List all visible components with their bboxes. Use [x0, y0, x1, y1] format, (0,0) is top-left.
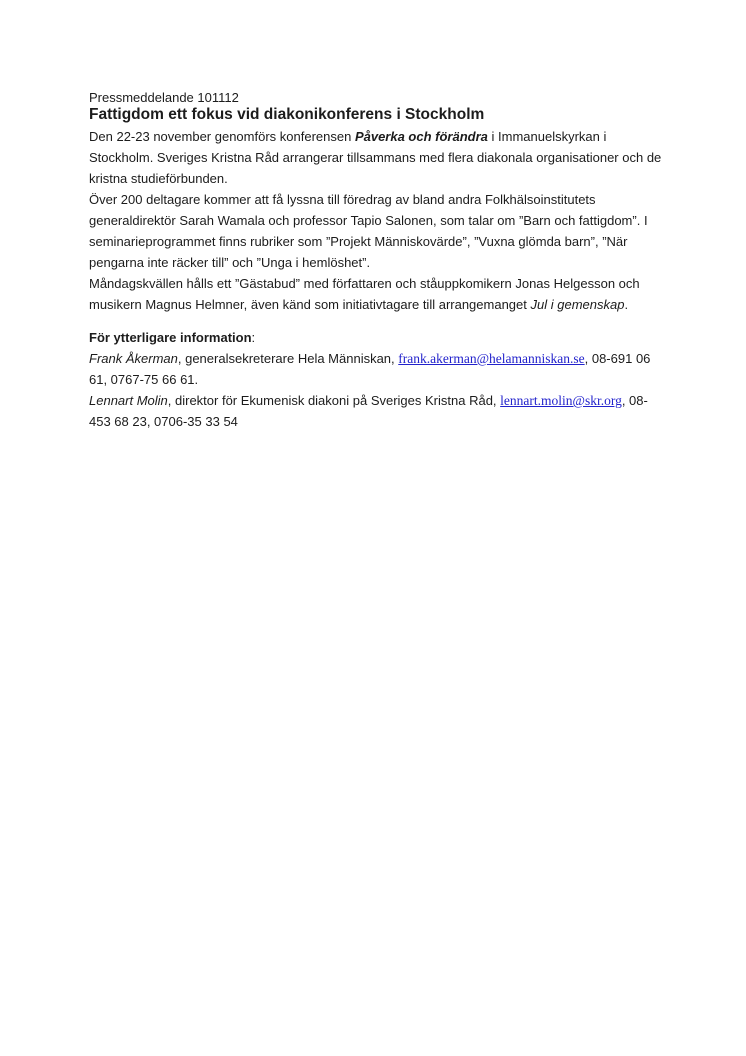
contact-name: Frank Åkerman [89, 351, 178, 366]
contact-heading-label: För ytterligare information [89, 330, 252, 345]
paragraph-speakers: Över 200 deltagare kommer att få lyssna till föredrag av bland andra Folkhälsoinstitutets generaldirektör Sarah Wamala och professor Tapio Salonen, som talar om ”Barn och fattigdom”. I seminarieprogrammet finns rubriker som ”Projekt Människovärde”, ”Vuxna glömda barn”, ”När pengarna inte räcker till” och ”Unga i hemlöshet”. [89, 192, 648, 270]
contact-heading [89, 327, 665, 348]
contact-person-lennart [89, 390, 665, 432]
press-release-meta-line: Pressmeddelande 101112 [89, 90, 239, 105]
intro-text-pre: Den 22-23 november genomförs konferensen [89, 129, 355, 144]
paragraph-intro [89, 126, 665, 189]
evening-text-pre: Måndagskvällen hålls ett ”Gästabud” med författaren och ståuppkomikern Jonas Helgesson och musikern Magnus Helmner, även känd som initiativtagare till arrangemanget [89, 276, 640, 312]
contact-heading-colon: : [251, 330, 256, 345]
document-content [89, 87, 665, 432]
contact-phone: , 08-453 68 23, 0706-35 33 54 [89, 393, 648, 429]
contact-phone: , 08-691 06 61, 0767-75 66 61. [89, 351, 651, 387]
intro-text-post: i Immanuelskyrkan i Stockholm. Sveriges Kristna Råd arrangerar tillsammans med flera diakonala organisationer och de kristna studieförbunden. [89, 129, 662, 186]
page-title: Fattigdom ett fokus vid diakonikonferens i Stockholm [89, 106, 485, 123]
contact-role: , generalsekreterare Hela Människan, [177, 351, 399, 366]
email-link-frank[interactable]: frank.akerman@helamanniskan.se [398, 351, 585, 366]
event-name-emphasis: Jul i gemenskap [530, 297, 625, 312]
evening-text-post: . [624, 297, 629, 312]
contact-section [89, 327, 665, 432]
paragraph-evening [89, 273, 665, 315]
contact-name: Lennart Molin [89, 393, 168, 408]
contact-person-frank [89, 348, 665, 390]
contact-role: , direktor för Ekumenisk diakoni på Sveriges Kristna Råd, [167, 393, 501, 408]
email-link-lennart[interactable]: lennart.molin@skr.org [500, 393, 622, 408]
conference-name-emphasis: Påverka och förändra [354, 129, 488, 144]
